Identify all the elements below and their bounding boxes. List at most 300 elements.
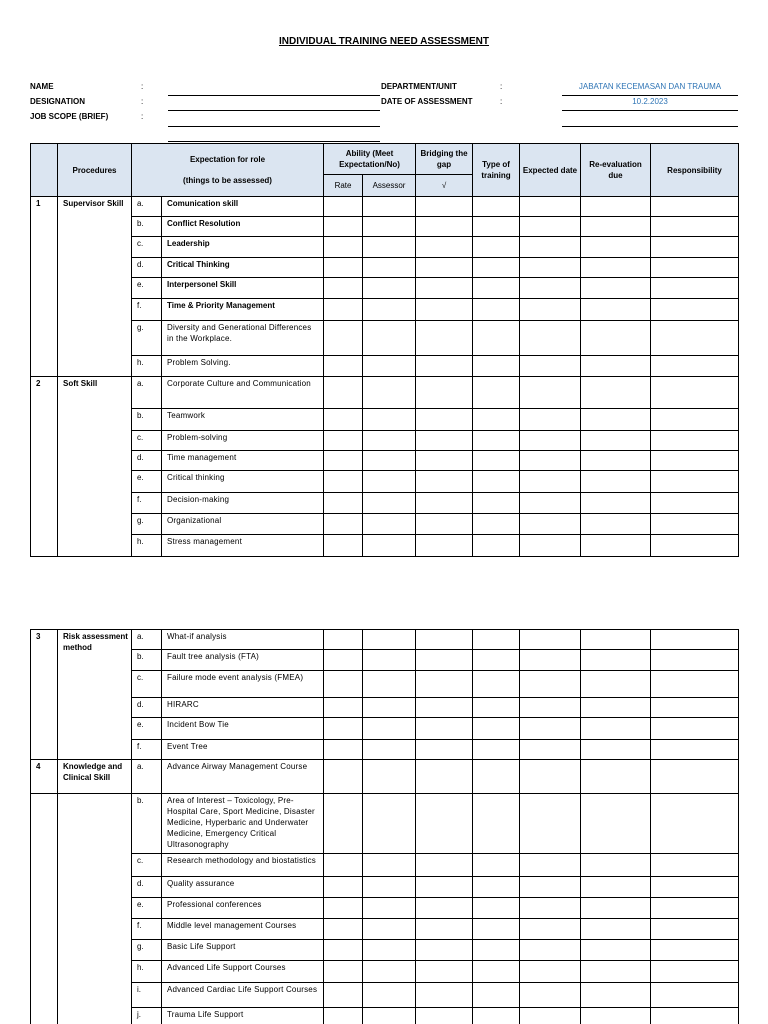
item-expectation: Problem Solving. — [162, 356, 324, 377]
item-expectation: Middle level management Courses — [162, 919, 324, 940]
training-type-cell — [473, 237, 520, 258]
assessor-cell — [363, 535, 416, 557]
assessor-cell — [363, 321, 416, 356]
assessment-table-2 — [30, 629, 739, 1024]
section-procedure: Soft Skill — [58, 377, 132, 557]
training-type-cell — [473, 740, 520, 760]
bridging-cell — [416, 630, 473, 650]
item-letter: f. — [132, 919, 162, 940]
assessor-cell — [363, 258, 416, 278]
expected-date-cell — [520, 514, 581, 535]
bridging-cell — [416, 877, 473, 898]
re-evaluation-cell — [581, 671, 651, 698]
item-expectation: Leadership — [162, 237, 324, 258]
re-evaluation-cell — [581, 278, 651, 299]
item-letter: a. — [132, 197, 162, 217]
training-type-cell — [473, 493, 520, 514]
expected-date-cell — [520, 698, 581, 718]
rate-cell — [324, 740, 363, 760]
item-expectation: Comunication skill — [162, 197, 324, 217]
header-expectation-line2: (things to be assessed) — [183, 176, 272, 185]
item-letter: d. — [132, 258, 162, 278]
bridging-cell — [416, 794, 473, 854]
item-letter: g. — [132, 321, 162, 356]
rate-cell — [324, 431, 363, 451]
assessor-cell — [363, 760, 416, 794]
responsibility-cell — [651, 493, 739, 514]
responsibility-cell — [651, 983, 739, 1008]
responsibility-cell — [651, 718, 739, 740]
header-expected-date: Expected date — [520, 144, 581, 197]
rate-cell — [324, 898, 363, 919]
expected-date-cell — [520, 854, 581, 877]
job-scope-entry-line-2 — [168, 141, 380, 142]
extra-entry-line — [562, 126, 738, 127]
item-letter: f. — [132, 299, 162, 321]
department-colon: : — [500, 82, 503, 91]
training-type-cell — [473, 258, 520, 278]
assessor-cell — [363, 1008, 416, 1024]
training-type-cell — [473, 356, 520, 377]
header-type-of-training: Type of training — [473, 144, 520, 197]
training-type-cell — [473, 854, 520, 877]
table-row — [31, 718, 739, 740]
training-type-cell — [473, 409, 520, 431]
bridging-cell — [416, 514, 473, 535]
training-type-cell — [473, 630, 520, 650]
assessor-cell — [363, 514, 416, 535]
item-expectation: Advanced Life Support Courses — [162, 961, 324, 983]
expected-date-cell — [520, 898, 581, 919]
rate-cell — [324, 961, 363, 983]
responsibility-cell — [651, 740, 739, 760]
re-evaluation-cell — [581, 409, 651, 431]
table-row — [31, 356, 739, 377]
bridging-cell — [416, 718, 473, 740]
table-row — [31, 983, 739, 1008]
re-evaluation-cell — [581, 854, 651, 877]
bridging-cell — [416, 898, 473, 919]
expected-date-cell — [520, 650, 581, 671]
re-evaluation-cell — [581, 760, 651, 794]
re-evaluation-cell — [581, 514, 651, 535]
training-type-cell — [473, 514, 520, 535]
item-letter: c. — [132, 671, 162, 698]
responsibility-cell — [651, 299, 739, 321]
bridging-cell — [416, 535, 473, 557]
expected-date-cell — [520, 321, 581, 356]
rate-cell — [324, 854, 363, 877]
re-evaluation-cell — [581, 698, 651, 718]
bridging-cell — [416, 377, 473, 409]
rate-cell — [324, 671, 363, 698]
table-row — [31, 431, 739, 451]
assessor-cell — [363, 877, 416, 898]
rate-cell — [324, 760, 363, 794]
training-type-cell — [473, 377, 520, 409]
assessor-cell — [363, 940, 416, 961]
table-row — [31, 898, 739, 919]
item-expectation: Organizational — [162, 514, 324, 535]
expected-date-cell — [520, 299, 581, 321]
rate-cell — [324, 983, 363, 1008]
item-expectation: Time management — [162, 451, 324, 471]
item-expectation: Event Tree — [162, 740, 324, 760]
responsibility-cell — [651, 535, 739, 557]
bridging-cell — [416, 940, 473, 961]
re-evaluation-cell — [581, 471, 651, 493]
assessor-cell — [363, 217, 416, 237]
rate-cell — [324, 940, 363, 961]
table-row — [31, 794, 739, 854]
assessment-table-1 — [30, 143, 739, 557]
re-evaluation-cell — [581, 630, 651, 650]
expected-date-cell — [520, 278, 581, 299]
table-row — [31, 961, 739, 983]
rate-cell — [324, 535, 363, 557]
responsibility-cell — [651, 877, 739, 898]
rate-cell — [324, 650, 363, 671]
section-number: 4 — [31, 760, 58, 794]
bridging-cell — [416, 321, 473, 356]
table-row — [31, 451, 739, 471]
header-bridging: Bridging the gap — [416, 144, 473, 175]
rate-cell — [324, 377, 363, 409]
training-type-cell — [473, 650, 520, 671]
rate-cell — [324, 493, 363, 514]
rate-cell — [324, 409, 363, 431]
item-letter: e. — [132, 471, 162, 493]
section-number: 1 — [31, 197, 58, 377]
bridging-cell — [416, 493, 473, 514]
responsibility-cell — [651, 356, 739, 377]
rate-cell — [324, 794, 363, 854]
section-procedure: Supervisor Skill — [58, 197, 132, 377]
table-row — [31, 698, 739, 718]
bridging-cell — [416, 961, 473, 983]
designation-colon: : — [141, 97, 144, 106]
rate-cell — [324, 1008, 363, 1024]
training-type-cell — [473, 940, 520, 961]
training-type-cell — [473, 919, 520, 940]
item-letter: b. — [132, 794, 162, 854]
re-evaluation-cell — [581, 794, 651, 854]
table-row — [31, 919, 739, 940]
responsibility-cell — [651, 940, 739, 961]
re-evaluation-cell — [581, 919, 651, 940]
responsibility-cell — [651, 630, 739, 650]
bridging-cell — [416, 760, 473, 794]
rate-cell — [324, 197, 363, 217]
item-letter: e. — [132, 278, 162, 299]
item-expectation: Critical Thinking — [162, 258, 324, 278]
bridging-cell — [416, 217, 473, 237]
assessor-cell — [363, 451, 416, 471]
item-expectation: Fault tree analysis (FTA) — [162, 650, 324, 671]
header-number — [31, 144, 58, 197]
bridging-cell — [416, 671, 473, 698]
re-evaluation-cell — [581, 299, 651, 321]
item-expectation: Basic Life Support — [162, 940, 324, 961]
assessor-cell — [363, 493, 416, 514]
section-procedure: Risk assessment method — [58, 630, 132, 760]
responsibility-cell — [651, 409, 739, 431]
department-entry-line — [562, 95, 738, 96]
expected-date-cell — [520, 431, 581, 451]
item-letter: b. — [132, 650, 162, 671]
date-label: DATE OF ASSESSMENT — [381, 97, 473, 106]
re-evaluation-cell — [581, 877, 651, 898]
training-type-cell — [473, 299, 520, 321]
expected-date-cell — [520, 409, 581, 431]
item-letter: b. — [132, 409, 162, 431]
rate-cell — [324, 451, 363, 471]
training-type-cell — [473, 760, 520, 794]
job-scope-entry-line — [168, 126, 380, 127]
training-type-cell — [473, 217, 520, 237]
re-evaluation-cell — [581, 237, 651, 258]
table-row — [31, 877, 739, 898]
responsibility-cell — [651, 377, 739, 409]
bridging-cell — [416, 740, 473, 760]
table-row — [31, 854, 739, 877]
re-evaluation-cell — [581, 197, 651, 217]
item-letter: f. — [132, 493, 162, 514]
expected-date-cell — [520, 1008, 581, 1024]
item-expectation: Teamwork — [162, 409, 324, 431]
header-bridging-mark: √ — [416, 175, 473, 197]
re-evaluation-cell — [581, 983, 651, 1008]
assessor-cell — [363, 356, 416, 377]
re-evaluation-cell — [581, 451, 651, 471]
expected-date-cell — [520, 740, 581, 760]
rate-cell — [324, 698, 363, 718]
item-expectation: Incident Bow Tie — [162, 718, 324, 740]
section-number: 2 — [31, 377, 58, 557]
table-row — [31, 197, 739, 217]
assessor-cell — [363, 898, 416, 919]
re-evaluation-cell — [581, 217, 651, 237]
rate-cell — [324, 877, 363, 898]
item-expectation: Area of Interest – Toxicology, Pre-Hospital Care, Sport Medicine, Disaster Medicine, Hyperbaric and Underwater Medicine, Emergency Critical Ultrasonography — [162, 794, 324, 854]
responsibility-cell — [651, 321, 739, 356]
responsibility-cell — [651, 794, 739, 854]
item-expectation: Critical thinking — [162, 471, 324, 493]
section-number — [31, 794, 58, 1024]
bridging-cell — [416, 983, 473, 1008]
item-letter: e. — [132, 718, 162, 740]
responsibility-cell — [651, 1008, 739, 1024]
responsibility-cell — [651, 258, 739, 278]
re-evaluation-cell — [581, 321, 651, 356]
expected-date-cell — [520, 258, 581, 278]
table-row — [31, 299, 739, 321]
section-number: 3 — [31, 630, 58, 760]
responsibility-cell — [651, 898, 739, 919]
expected-date-cell — [520, 919, 581, 940]
rate-cell — [324, 278, 363, 299]
bridging-cell — [416, 237, 473, 258]
training-type-cell — [473, 698, 520, 718]
expected-date-cell — [520, 961, 581, 983]
expected-date-cell — [520, 760, 581, 794]
rate-cell — [324, 630, 363, 650]
responsibility-cell — [651, 671, 739, 698]
rate-cell — [324, 471, 363, 493]
re-evaluation-cell — [581, 740, 651, 760]
responsibility-cell — [651, 278, 739, 299]
name-label: NAME — [30, 82, 54, 91]
responsibility-cell — [651, 961, 739, 983]
table-row — [31, 940, 739, 961]
responsibility-cell — [651, 760, 739, 794]
item-expectation: Failure mode event analysis (FMEA) — [162, 671, 324, 698]
assessor-cell — [363, 854, 416, 877]
item-expectation: Time & Priority Management — [162, 299, 324, 321]
training-type-cell — [473, 983, 520, 1008]
table-row — [31, 740, 739, 760]
table-row — [31, 377, 739, 409]
assessor-cell — [363, 299, 416, 321]
table-row — [31, 409, 739, 431]
bridging-cell — [416, 698, 473, 718]
re-evaluation-cell — [581, 258, 651, 278]
item-letter: d. — [132, 698, 162, 718]
table-row — [31, 278, 739, 299]
item-letter: d. — [132, 451, 162, 471]
table-row — [31, 650, 739, 671]
assessor-cell — [363, 919, 416, 940]
table-row — [31, 514, 739, 535]
bridging-cell — [416, 299, 473, 321]
assessor-cell — [363, 740, 416, 760]
assessor-cell — [363, 630, 416, 650]
rate-cell — [324, 356, 363, 377]
bridging-cell — [416, 258, 473, 278]
item-expectation: Advanced Cardiac Life Support Courses — [162, 983, 324, 1008]
item-letter: h. — [132, 961, 162, 983]
responsibility-cell — [651, 471, 739, 493]
table-row — [31, 258, 739, 278]
department-label: DEPARTMENT/UNIT — [381, 82, 457, 91]
name-colon: : — [141, 82, 144, 91]
assessor-cell — [363, 278, 416, 299]
item-letter: a. — [132, 760, 162, 794]
assessor-cell — [363, 471, 416, 493]
re-evaluation-cell — [581, 377, 651, 409]
item-letter: h. — [132, 356, 162, 377]
header-expectation-line1: Expectation for role — [189, 155, 266, 164]
item-letter: b. — [132, 217, 162, 237]
assessor-cell — [363, 431, 416, 451]
table-row — [31, 493, 739, 514]
expected-date-cell — [520, 356, 581, 377]
bridging-cell — [416, 471, 473, 493]
section-procedure — [58, 794, 132, 1024]
expected-date-cell — [520, 794, 581, 854]
training-type-cell — [473, 451, 520, 471]
item-letter: a. — [132, 377, 162, 409]
re-evaluation-cell — [581, 650, 651, 671]
responsibility-cell — [651, 217, 739, 237]
training-type-cell — [473, 321, 520, 356]
assessor-cell — [363, 377, 416, 409]
expected-date-cell — [520, 217, 581, 237]
header-ability: Ability (Meet Expectation/No) — [324, 144, 416, 175]
responsibility-cell — [651, 197, 739, 217]
expected-date-cell — [520, 535, 581, 557]
item-letter: f. — [132, 740, 162, 760]
table-row — [31, 535, 739, 557]
bridging-cell — [416, 451, 473, 471]
item-expectation: Conflict Resolution — [162, 217, 324, 237]
rate-cell — [324, 299, 363, 321]
item-expectation: Decision-making — [162, 493, 324, 514]
responsibility-cell — [651, 650, 739, 671]
job-scope-colon: : — [141, 112, 144, 121]
designation-label: DESIGNATION — [30, 97, 85, 106]
header-expectation — [132, 144, 324, 197]
re-evaluation-cell — [581, 493, 651, 514]
re-evaluation-cell — [581, 961, 651, 983]
expected-date-cell — [520, 493, 581, 514]
item-expectation: What-if analysis — [162, 630, 324, 650]
designation-entry-line — [168, 110, 380, 111]
item-letter: h. — [132, 535, 162, 557]
responsibility-cell — [651, 698, 739, 718]
expected-date-cell — [520, 377, 581, 409]
bridging-cell — [416, 431, 473, 451]
assessor-cell — [363, 961, 416, 983]
table-row — [31, 321, 739, 356]
table-row — [31, 630, 739, 650]
expected-date-cell — [520, 630, 581, 650]
bridging-cell — [416, 356, 473, 377]
responsibility-cell — [651, 237, 739, 258]
expected-date-cell — [520, 983, 581, 1008]
expected-date-cell — [520, 718, 581, 740]
rate-cell — [324, 321, 363, 356]
training-type-cell — [473, 535, 520, 557]
item-letter: g. — [132, 940, 162, 961]
assessor-cell — [363, 409, 416, 431]
rate-cell — [324, 237, 363, 258]
bridging-cell — [416, 1008, 473, 1024]
re-evaluation-cell — [581, 535, 651, 557]
date-entry-line — [562, 110, 738, 111]
header-re-evaluation: Re-evaluation due — [581, 144, 651, 197]
item-letter: e. — [132, 898, 162, 919]
rate-cell — [324, 919, 363, 940]
assessor-cell — [363, 650, 416, 671]
bridging-cell — [416, 197, 473, 217]
item-expectation: HIRARC — [162, 698, 324, 718]
responsibility-cell — [651, 919, 739, 940]
page-title: INDIVIDUAL TRAINING NEED ASSESSMENT — [278, 36, 490, 47]
expected-date-cell — [520, 877, 581, 898]
item-letter: g. — [132, 514, 162, 535]
training-type-cell — [473, 471, 520, 493]
header-row — [31, 144, 739, 175]
table-row — [31, 760, 739, 794]
training-type-cell — [473, 898, 520, 919]
expected-date-cell — [520, 471, 581, 493]
re-evaluation-cell — [581, 898, 651, 919]
table-row — [31, 471, 739, 493]
bridging-cell — [416, 409, 473, 431]
re-evaluation-cell — [581, 431, 651, 451]
re-evaluation-cell — [581, 1008, 651, 1024]
